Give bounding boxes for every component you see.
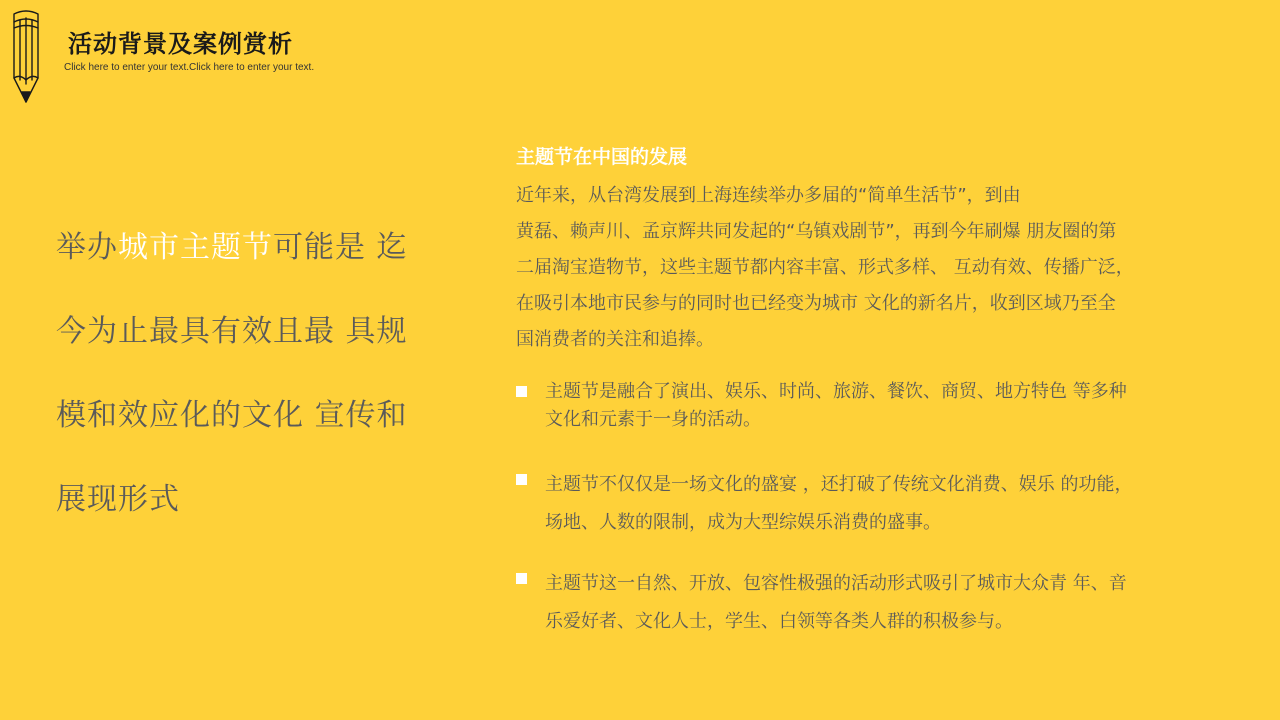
paragraph-line: 二届淘宝造物节，这些主题节都内容丰富、形式多样、 互动有效、传播广泛， [516,257,1134,278]
left-line1-rest: 可能是 迄 [273,230,408,265]
intro-paragraph [516,178,1246,358]
bullet-line: 乐爱好者、文化人士，学生、白领等各类人群的积极参与。 [545,611,1013,632]
left-statement-line-1 [56,206,446,290]
paragraph-line: 在吸引本地市民参与的同时也已经变为城市 文化的新名片，收到区域乃至全 [516,293,1116,314]
bullet-line: 文化和元素于一身的活动。 [545,409,761,430]
bullet-line: 场地、人数的限制，成为大型综娱乐消费的盛事。 [545,512,941,533]
section-heading: 主题节在中国的发展 [516,146,688,168]
left-statement-line-2: 今为止最具有效且最 具规 [56,314,408,349]
page-subtitle: Click here to enter your text.Click here to enter your text. [64,62,315,73]
bullet-line: 主题节这一自然、开放、包容性极强的活动形式吸引了城市大众青 年、音 [545,573,1127,594]
left-statement-line-4: 展现形式 [56,482,180,517]
bullet-line: 主题节不仅仅是一场文化的盛宴 ，还打破了传统文化消费、娱乐 的功能， [545,474,1133,495]
left-statement [56,206,446,542]
bullet-text [545,378,1245,434]
paragraph-line: 国消费者的关注和追捧。 [516,329,714,350]
pencil-icon [8,8,44,106]
left-highlight: 城市主题节 [118,230,273,265]
bullet-text [545,565,1245,641]
paragraph-line: 黄磊、赖声川、孟京辉共同发起的“乌镇戏剧节”，再到今年刷爆 朋友圈的第 [516,221,1117,242]
bullet-text [545,466,1245,542]
paragraph-line: 近年来，从台湾发展到上海连续举办多届的“简单生活节”，到由 [516,185,1021,206]
page-title: 活动背景及案例赏析 [68,29,293,58]
bullet-line: 主题节是融合了演出、娱乐、时尚、旅游、餐饮、商贸、地方特色 等多种 [545,381,1127,402]
left-prefix: 举办 [56,230,118,265]
left-statement-line-3: 模和效应化的文化 宣传和 [56,398,408,433]
square-bullet-icon [516,573,527,584]
square-bullet-icon [516,474,527,485]
square-bullet-icon [516,386,527,397]
